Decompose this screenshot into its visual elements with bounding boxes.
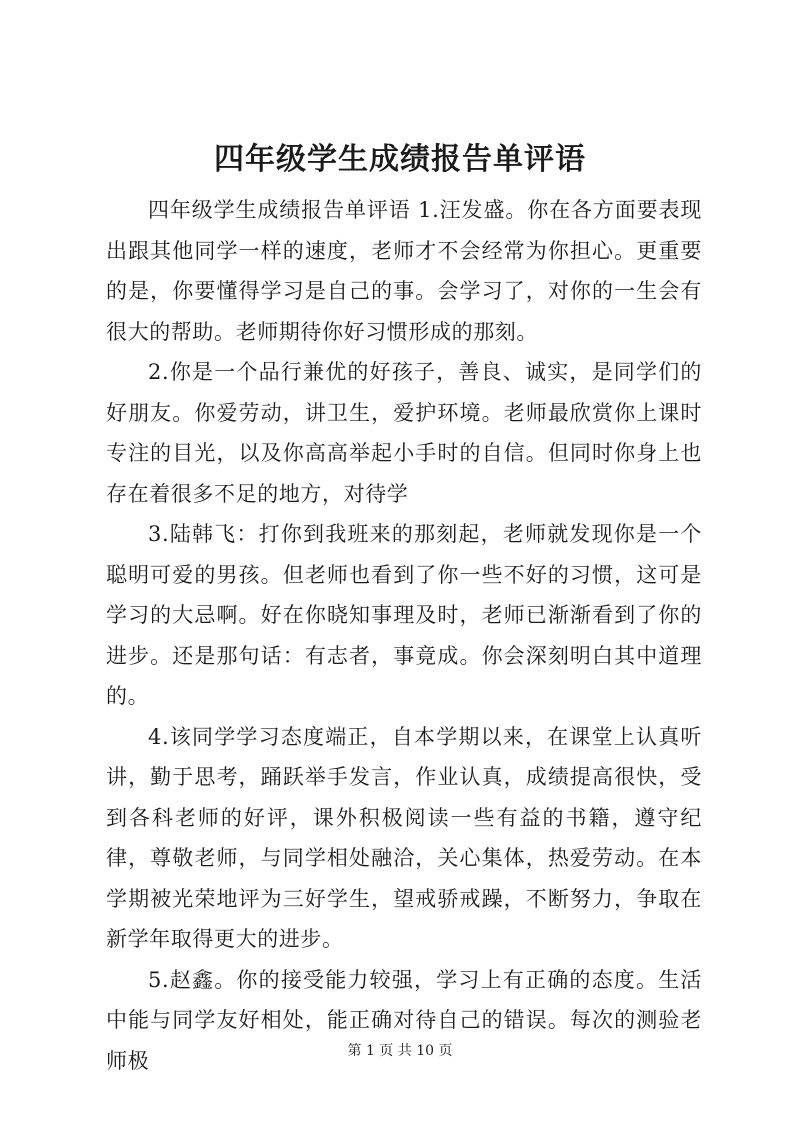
document-title: 四年级学生成绩报告单评语 xyxy=(214,142,586,177)
paragraph-4: 4.该同学学习态度端正，自本学期以来，在课堂上认真听讲，勤于思考，踊跃举手发言，作业认真，成绩提高很快，受到各科老师的好评，课外积极阅读一些有益的书籍，遵守纪律，尊敬老师，与同学相处融洽，关心集体，热爱劳动。在本学期被光荣地评为三好学生，望戒骄戒躁，不断努力，争取在新学年取得更大的进步。 xyxy=(106,724,702,951)
page-number-footer: 第 1 页 共 10 页 xyxy=(347,1043,453,1059)
paragraph-5: 5.赵鑫。你的接受能力较强，学习上有正确的态度。生活中能与同学友好相处，能正确对待自己的错误。每次的测验老师极 xyxy=(106,967,702,1073)
document-body xyxy=(106,190,702,1081)
paragraph-3: 3.陆韩飞：打你到我班来的那刻起，老师就发现你是一个聪明可爱的男孩。但老师也看到了你一些不好的习惯，这可是学习的大忌啊。好在你晓知事理及时，老师已渐渐看到了你的进步。还是那句话：有志者，事竟成。你会深刻明白其中道理的。 xyxy=(106,522,702,708)
paragraph-1: 四年级学生成绩报告单评语 1.汪发盛。你在各方面要表现出跟其他同学一样的速度，老师才不会经常为你担心。更重要的是，你要懂得学习是自己的事。会学习了，对你的一生会有很大的帮助。老师期待你好习惯形成的那刻。 xyxy=(106,198,702,344)
paragraph-2: 2.你是一个品行兼优的好孩子，善良、诚实，是同学们的好朋友。你爱劳动，讲卫生，爱护环境。老师最欣赏你上课时专注的目光，以及你高高举起小手时的自信。但同时你身上也存在着很多不足的地方，对待学 xyxy=(106,360,702,506)
